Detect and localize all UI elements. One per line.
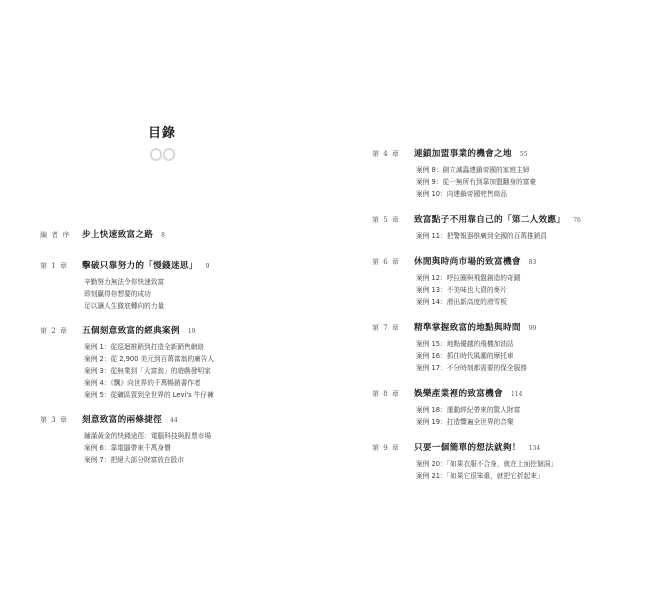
chapter-title: 五個刻意致富的經典案例: [82, 326, 180, 336]
chapter-label: 第 4 章: [372, 150, 400, 158]
chapter-page: 9: [205, 263, 210, 270]
chapter-title: 步上快速致富之路: [82, 230, 154, 240]
list-item: 即刻贏得你想要的成功: [84, 290, 151, 298]
chapter-title: 刻意致富的兩條捷徑: [82, 415, 163, 425]
chapter-label: 第 1 章: [40, 262, 68, 270]
toc-chapter: [372, 441, 632, 482]
chapter-title: 只要一個簡單的想法就夠！: [414, 443, 521, 453]
chapter-label: 第 6 章: [372, 258, 400, 266]
list-item: 案例 7：把絕大部分財富放在股市: [84, 456, 185, 464]
chapter-label: 第 7 章: [372, 324, 400, 332]
toc-chapter: [40, 259, 320, 312]
list-item: 案例 12：呼拉圈與飛盤創造的奇蹟: [416, 274, 521, 282]
list-item: 案例 19：打造響遍全世界的音樂: [416, 418, 514, 426]
toc-chapter: [40, 324, 320, 401]
list-item: 案例 18：運動經紀帶來的驚人財富: [416, 406, 521, 414]
list-item: 案例 9：從一無所有到靠加盟翻身的富豪: [416, 178, 537, 186]
list-item: 案例 1：從巡迴推銷到打造全新銷售網絡: [84, 343, 205, 351]
chapter-page: 134: [528, 445, 541, 452]
chapter-page: 55: [519, 151, 528, 158]
list-item: 案例 6：靠電腦帶來千萬身價: [84, 444, 171, 452]
chapter-page: 83: [528, 259, 537, 266]
list-item: 案例 20：「如果衣服不合身，就在上面挖個洞」: [416, 460, 558, 468]
chapter-page: 99: [528, 325, 537, 332]
toc-chapter: [372, 255, 632, 308]
chapter-label: 第 3 章: [40, 416, 68, 424]
chapter-title: 精準掌握致富的地點與時間: [414, 323, 521, 333]
list-item: 案例 8：創立滅蟲連鎖帝國的家庭主婦: [416, 166, 530, 174]
list-item: 足以讓人生徹底轉向的力量: [84, 302, 165, 310]
list-item: 案例 4：《飄》向世界的千萬暢銷書作者: [84, 379, 201, 387]
chapter-label: 第 2 章: [40, 327, 68, 335]
chapter-label: 第 9 章: [372, 444, 400, 452]
page-title: 目錄: [148, 126, 177, 141]
list-item: 案例 5：從礦區賣到全世界的 Levi's 牛仔褲: [84, 391, 214, 399]
chapter-page: 19: [187, 328, 196, 335]
chapter-page: 114: [510, 391, 523, 398]
chapter-label: 編 者 序: [40, 231, 71, 239]
list-item: 案例 14：滑出新高度的滑雪板: [416, 298, 507, 306]
list-item: 案例 3：從無業到「大富翁」的遊戲發明家: [84, 367, 211, 375]
chapter-title: 娛樂產業裡的致富機會: [414, 389, 503, 399]
decorative-numeral-icon: [150, 148, 176, 162]
chapter-title: 擊破只靠努力的「慢錢迷思」: [82, 261, 198, 271]
list-item: 案例 13：不美味也大賣的麥片: [416, 286, 507, 294]
toc-chapter: [372, 213, 632, 242]
list-item: 案例 2：從 2,900 美元到百萬富翁的廣告人: [84, 355, 215, 363]
chapter-label: 第 5 章: [372, 216, 400, 224]
list-item: 鋪滿黃金的快錢途徑：電腦科技與股票市場: [84, 432, 212, 440]
chapter-page: 44: [170, 417, 178, 424]
chapter-page: 8: [161, 232, 165, 239]
list-item: 案例 10：向連鎖帝國兜售商品: [416, 190, 507, 198]
toc-right-column: [372, 147, 632, 482]
list-item: 案例 16：抓住時代風潮的摩托車: [416, 352, 514, 360]
toc-chapter: [372, 147, 632, 200]
chapter-title: 連鎖加盟事業的機會之地: [414, 149, 512, 159]
chapter-label: 第 8 章: [372, 390, 400, 398]
chapter-title: 休閒與時尚市場的致富機會: [414, 257, 521, 267]
list-item: 案例 17：不分時刻都需要的保全服務: [416, 364, 527, 372]
list-item: 案例 11：把警報器推廣到全國的百萬推銷員: [416, 232, 548, 240]
toc-chapter: [40, 228, 320, 240]
toc-chapter: [40, 413, 320, 466]
chapter-title: 致富點子不用靠自己的「第二人效應」: [414, 215, 566, 225]
toc-chapter: [372, 387, 632, 428]
toc-left-column: [40, 228, 320, 466]
toc-chapter: [372, 321, 632, 374]
chapter-page: 76: [573, 217, 581, 224]
list-item: 案例 21：「如果它很笨重，就把它折起來」: [416, 472, 544, 480]
list-item: 辛勤努力無法令你快速致富: [84, 278, 165, 286]
list-item: 案例 15：地點優越的飛機加油站: [416, 340, 514, 348]
